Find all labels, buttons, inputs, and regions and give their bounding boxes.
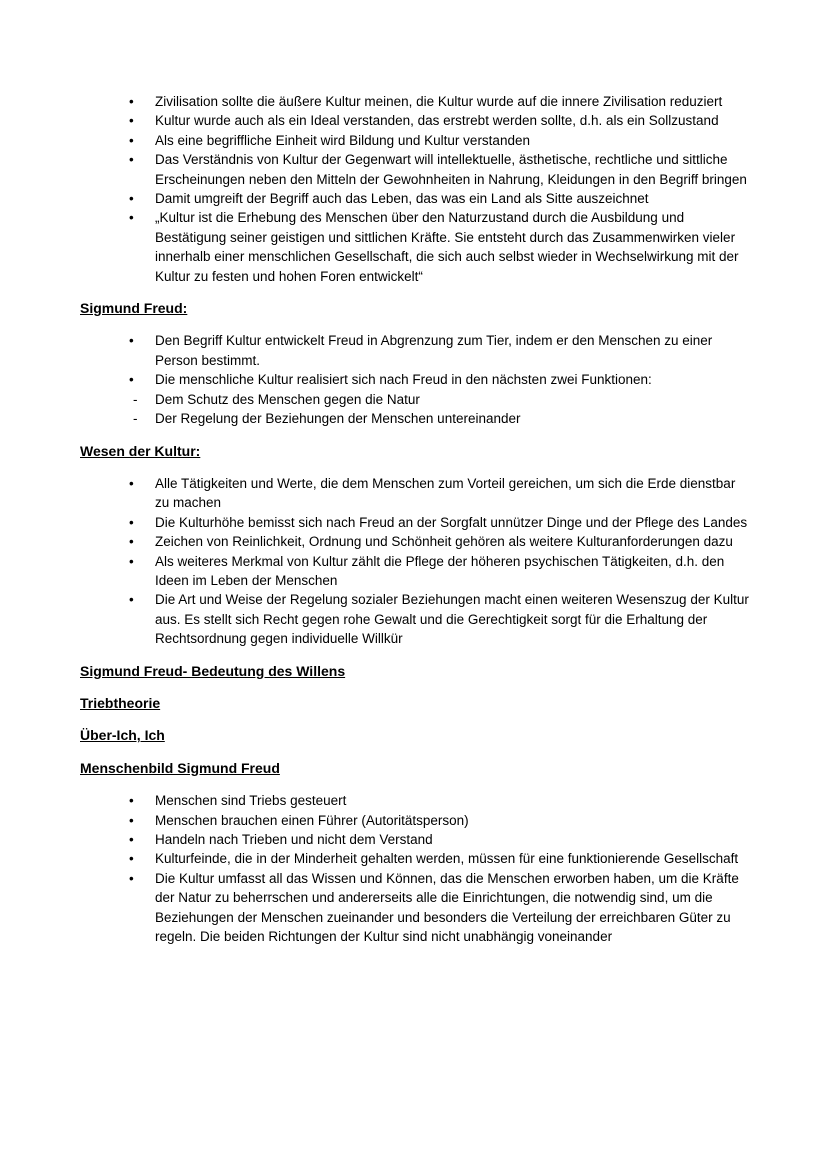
section-heading: Triebtheorie <box>80 694 161 711</box>
bullet-list <box>80 791 750 946</box>
bullet-item: • Die Art und Weise der Regelung sozialer Beziehungen macht einen weiteren Wesenszug der Kultur aus. Es stellt sich Recht gegen rohe Gewalt und die Gerechtigkeit sorgt für die Erhaltung der Rechtsordnung gegen individuelle Willkür <box>80 590 750 648</box>
bullet-item: • Zivilisation sollte die äußere Kultur meinen, die Kultur wurde auf die innere Zivilisation reduziert <box>80 92 750 111</box>
bullet-item: • Die menschliche Kultur realisiert sich nach Freud in den nächsten zwei Funktionen: <box>80 370 750 389</box>
section-heading: Sigmund Freud: <box>80 300 188 317</box>
bullet-item: • Den Begriff Kultur entwickelt Freud in Abgrenzung zum Tier, indem er den Menschen zu einer Person bestimmt. <box>80 331 750 370</box>
section-wesen-der-kultur <box>80 442 750 649</box>
bullet-item: • Menschen sind Triebs gesteuert <box>80 791 750 810</box>
bullet-item: • Handeln nach Trieben und nicht dem Verstand <box>80 830 750 849</box>
section-intro <box>80 92 750 286</box>
bullet-list <box>80 331 750 389</box>
bullet-item: • Als weiteres Merkmal von Kultur zählt die Pflege der höheren psychischen Tätigkeiten, d.h. den Ideen im Leben der Menschen <box>80 552 750 591</box>
bullet-list <box>80 474 750 649</box>
bullet-item: • Kultur wurde auch als ein Ideal verstanden, das erstrebt werden sollte, d.h. als ein Sollzustand <box>80 111 750 130</box>
bullet-item: • Kulturfeinde, die in der Minderheit gehalten werden, müssen für eine funktionierende Gesellschaft <box>80 849 750 868</box>
bullet-item: • Die Kulturhöhe bemisst sich nach Freud an der Sorgfalt unnützer Dinge und der Pflege des Landes <box>80 513 750 532</box>
bullet-item: • Als eine begriffliche Einheit wird Bildung und Kultur verstanden <box>80 131 750 150</box>
section-sigmund-freud <box>80 299 750 428</box>
dash-list <box>80 390 750 429</box>
bullet-item: • Damit umgreift der Begriff auch das Leben, das was ein Land als Sitte auszeichnet <box>80 189 750 208</box>
section-heading: Sigmund Freud- Bedeutung des Willens <box>80 662 346 679</box>
section-heading: Über-Ich, Ich <box>80 727 165 744</box>
bullet-item: • „Kultur ist die Erhebung des Menschen über den Naturzustand durch die Ausbildung und Bestätigung seiner geistigen und sittlichen Kräfte. Sie entsteht durch das Zusammenwirken vieler innerhalb einer menschlichen Gesellschaft, die sich auch selbst wieder in Wechselwirkung mit der Kultur zu festen und hohen Foren entwickelt“ <box>80 208 750 286</box>
section-menschenbild-sigmund-freud <box>80 759 750 947</box>
bullet-item: • Menschen brauchen einen Führer (Autoritätsperson) <box>80 811 750 830</box>
section-heading: Wesen der Kultur: <box>80 442 201 459</box>
dash-item: - Der Regelung der Beziehungen der Menschen untereinander <box>80 409 750 428</box>
dash-item: - Dem Schutz des Menschen gegen die Natur <box>80 390 750 409</box>
bullet-list <box>80 92 750 286</box>
bullet-item: • Alle Tätigkeiten und Werte, die dem Menschen zum Vorteil gereichen, um sich die Erde dienstbar zu machen <box>80 474 750 513</box>
section-heading: Menschenbild Sigmund Freud <box>80 759 280 776</box>
section-ueber-ich-ich <box>80 726 750 745</box>
bullet-item: • Das Verständnis von Kultur der Gegenwart will intellektuelle, ästhetische, rechtliche und sittliche Erscheinungen neben den Mitteln der Gewohnheiten in Nahrung, Kleidungen in den Begriff bringen <box>80 150 750 189</box>
bullet-item: • Die Kultur umfasst all das Wissen und Können, das die Menschen erworben haben, um die Kräfte der Natur zu beherrschen und andererseits alle die Einrichtungen, die notwendig sind, um die Beziehungen der Menschen zueinander und besonders die Verteilung der erreichbaren Güter zu regeln. Die beiden Richtungen der Kultur sind nicht unabhängig voneinander <box>80 869 750 947</box>
section-triebtheorie <box>80 694 750 713</box>
section-bedeutung-des-willens <box>80 662 750 681</box>
bullet-item: • Zeichen von Reinlichkeit, Ordnung und Schönheit gehören als weitere Kulturanforderungen dazu <box>80 532 750 551</box>
